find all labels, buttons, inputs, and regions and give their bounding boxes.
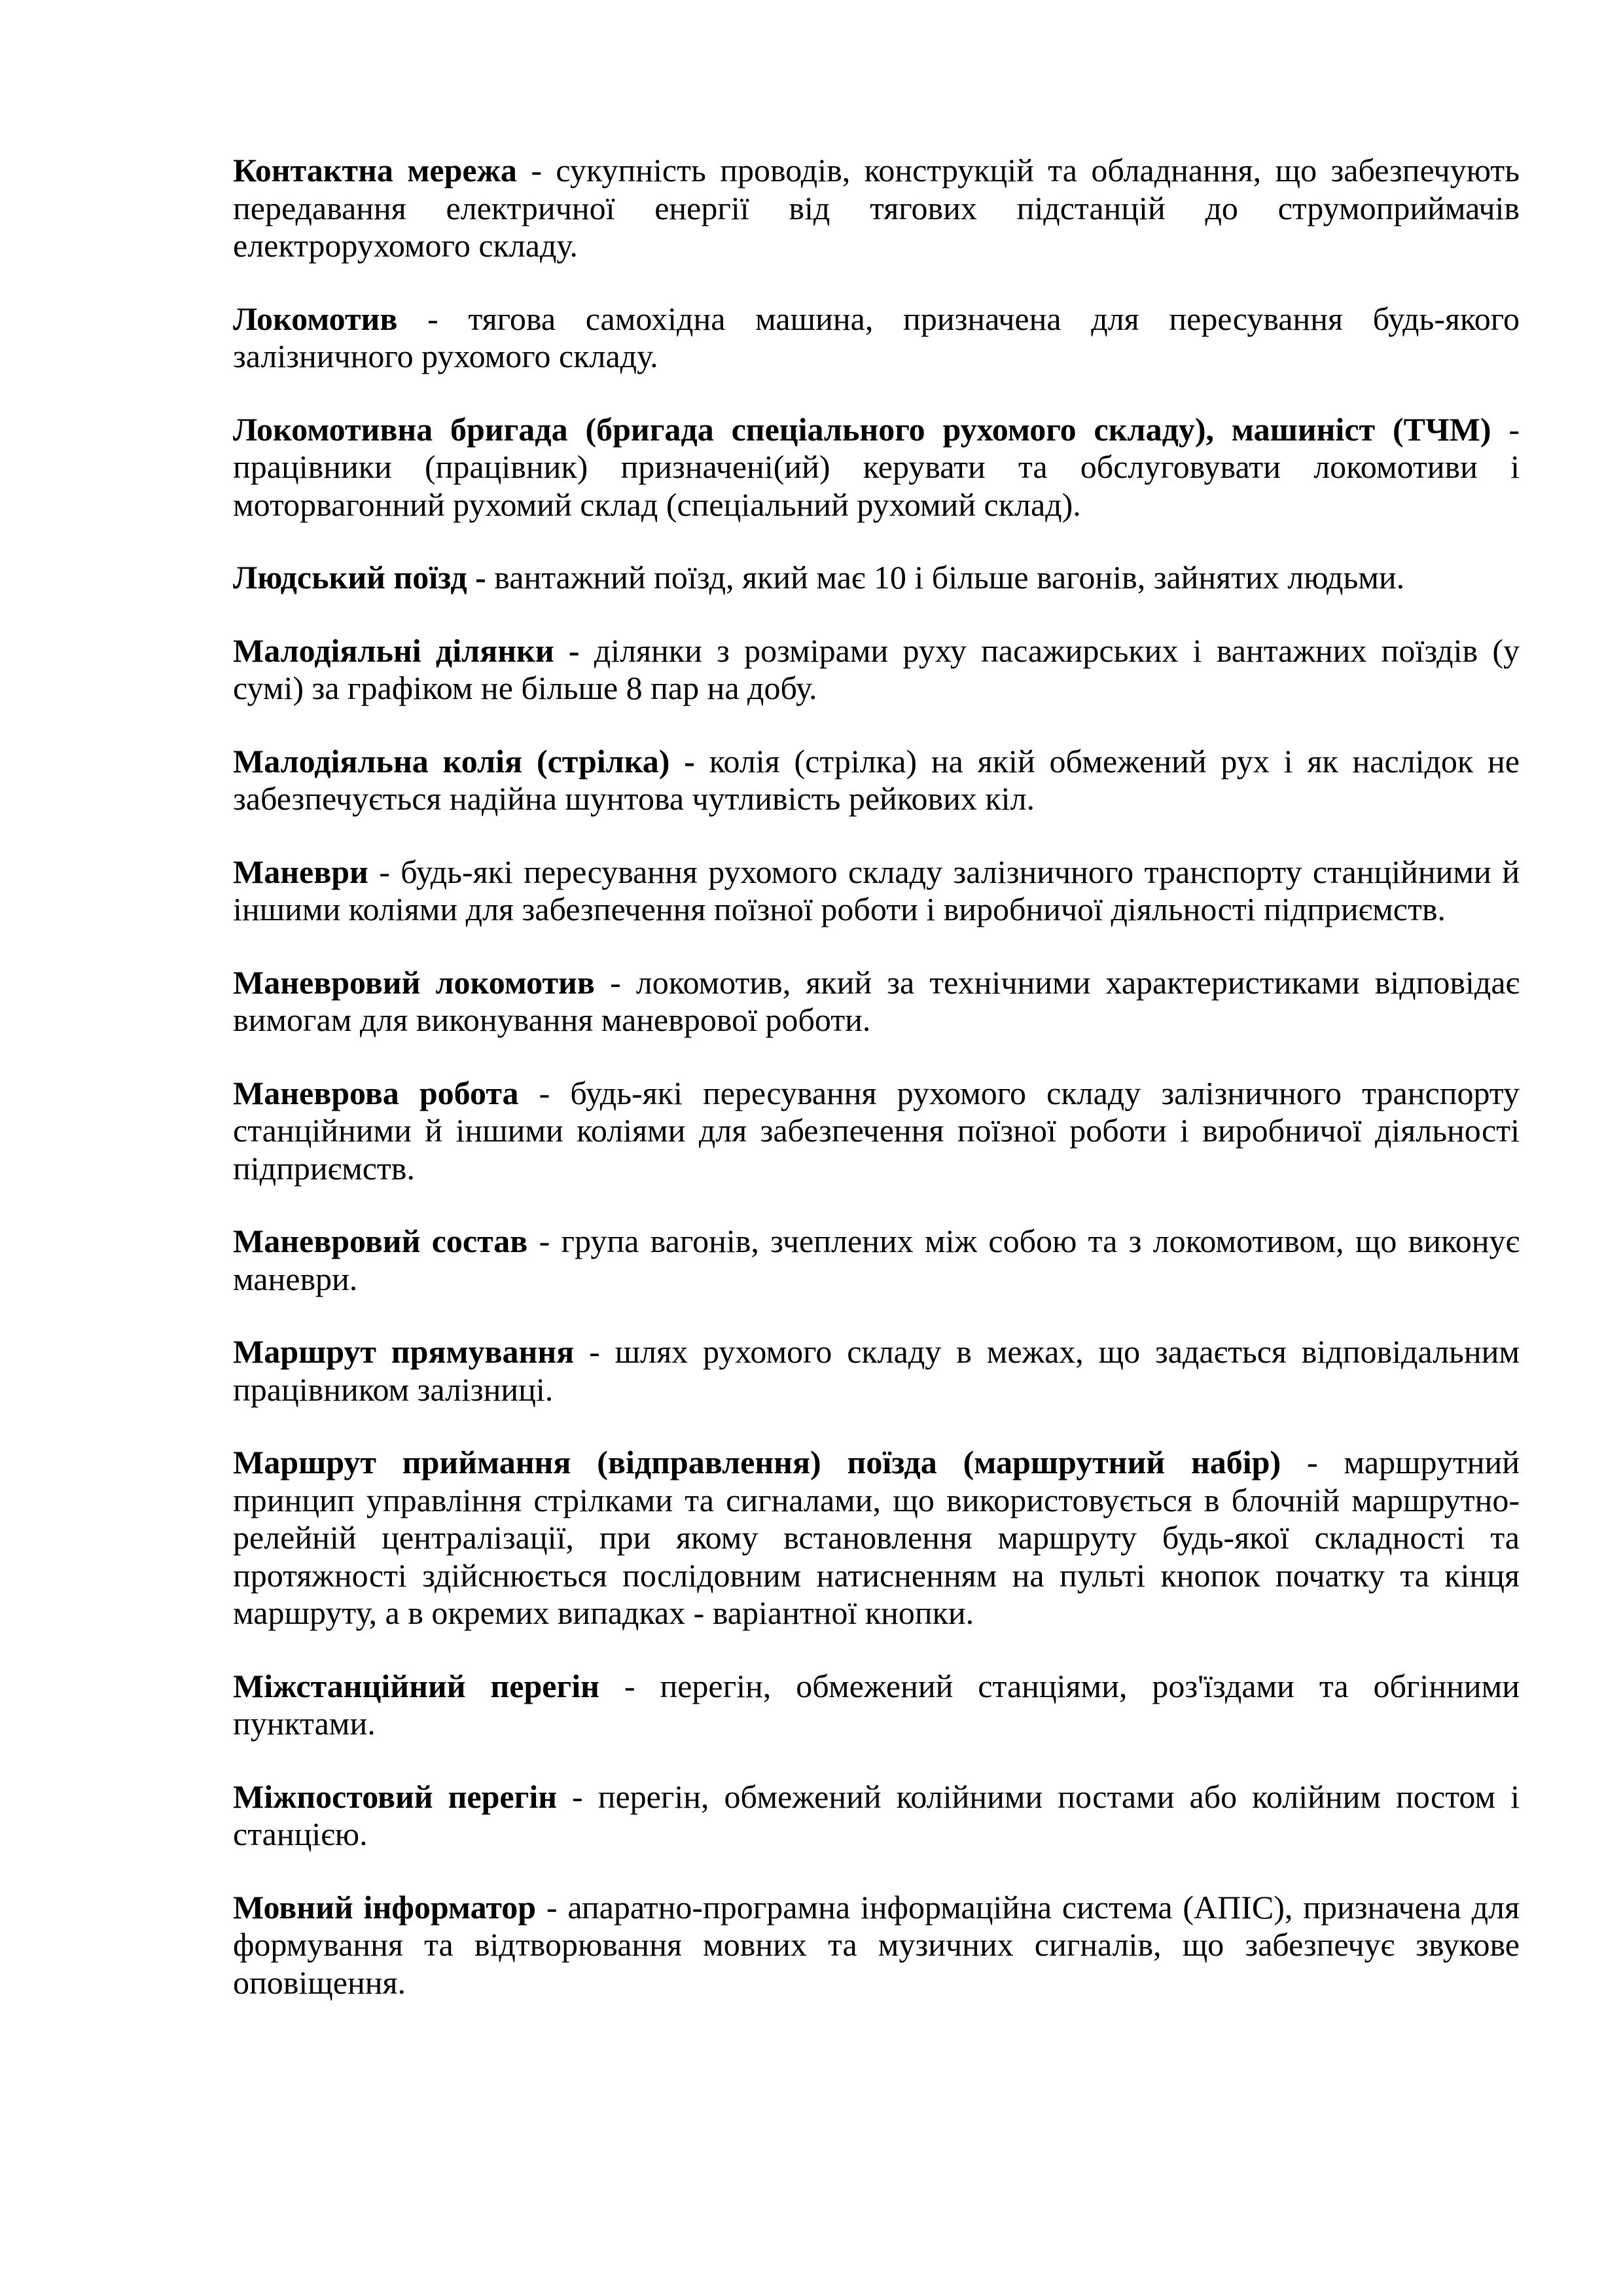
glossary-entry <box>233 853 1520 929</box>
entry-definition: - апаратно-програмна інформаційна система (АПІС), призначена для формування та відтворювання мовних та музичних сигналів, що забезпечує звукове оповіщення. <box>233 1888 1520 2001</box>
entry-term: Малодіяльні ділянки - <box>233 632 580 669</box>
glossary-entry <box>233 1778 1520 1854</box>
entry-definition: - сукупність проводів, конструкцій та обладнання, що забезпечують передавання електричної енергії від тягових підстанцій до струмоприймачів електрорухомого складу. <box>233 152 1520 264</box>
glossary-entry <box>233 411 1520 524</box>
entry-definition: - маршрутний принцип управління стрілками та сигналами, що використовується в блочній маршрутно-релейній централізації, при якому встановлення маршруту будь-якої складності та протяжності здійснюється послідовним натисненням на пульті кнопок початку та кінця маршруту, а в окремих випадках - варіантної кнопки. <box>233 1444 1520 1631</box>
entry-definition: - перегін, обмежений колійними постами або колійним постом і станцією. <box>233 1778 1520 1852</box>
entry-definition: - будь-які пересування рухомого складу залізничного транспорту станційними й іншими коліями для забезпечення поїзної роботи і виробничої діяльності підприємств. <box>233 853 1520 927</box>
glossary-entry <box>233 743 1520 818</box>
entry-definition: - шлях рухомого складу в межах, що задається відповідальним працівником залізниці. <box>233 1333 1520 1408</box>
entry-definition: - локомотив, який за технічними характеристиками відповідає вимогам для виконування маневрової роботи. <box>233 963 1520 1038</box>
entry-term: Мовний інформатор <box>233 1888 537 1926</box>
glossary-entry <box>233 1223 1520 1298</box>
entry-definition: - група вагонів, зчеплених між собою та з локомотивом, що виконує маневри. <box>233 1223 1520 1297</box>
entry-term: Локомотив <box>233 300 398 337</box>
entry-term: Людський поїзд - <box>233 559 486 596</box>
entry-definition: - працівники (працівник) призначені(ий) керувати та обслуговувати локомотиви і моторвагонний рухомий склад (спеціальний рухомий склад). <box>233 410 1520 523</box>
glossary-entry <box>233 1333 1520 1408</box>
glossary-entry <box>233 964 1520 1039</box>
entry-term: Маневровий состав <box>233 1223 528 1259</box>
glossary-entry <box>233 1075 1520 1188</box>
entry-term: Контактна мережа <box>233 152 517 188</box>
entry-term: Міжпостовий перегін <box>233 1778 558 1815</box>
glossary-entry <box>233 300 1520 376</box>
entry-definition: ділянки з розмірами руху пасажирських і вантажних поїздів (у сумі) за графіком не більше 8 пар на добу. <box>233 632 1520 706</box>
glossary-page <box>233 152 1520 2037</box>
entry-definition: - будь-які пересування рухомого складу залізничного транспорту станційними й іншими коліями для забезпечення поїзної роботи і виробничої діяльності підприємств. <box>233 1074 1520 1187</box>
entry-definition: - тягова самохідна машина, призначена для пересування будь-якого залізничного рухомого складу. <box>233 300 1520 374</box>
entry-definition: вантажний поїзд, який має 10 і більше вагонів, зайнятих людьми. <box>486 559 1405 596</box>
entry-definition: колія (стрілка) на якій обмежений рух і як наслідок не забезпечується надійна шунтова чутливість рейкових кіл. <box>233 742 1520 817</box>
entry-term: Малодіяльна колія (стрілка) - <box>233 742 695 780</box>
entry-term: Маршрут приймання (відправлення) поїзда (маршрутний набір) <box>233 1444 1281 1480</box>
glossary-entry <box>233 632 1520 708</box>
entry-term: Маневрова робота <box>233 1074 519 1111</box>
entry-term: Маневри <box>233 853 368 890</box>
glossary-entry <box>233 152 1520 265</box>
entry-definition: - перегін, обмежений станціями, роз'їздами та обгінними пунктами. <box>233 1667 1520 1742</box>
entry-term: Локомотивна бригада (бригада спеціального рухомого складу), машиніст (ТЧМ) <box>233 410 1491 448</box>
entry-term: Міжстанційний перегін <box>233 1667 599 1704</box>
glossary-entry <box>233 559 1520 597</box>
glossary-entry <box>233 1668 1520 1743</box>
entry-term: Маневровий локомотив <box>233 963 595 1001</box>
glossary-entry <box>233 1889 1520 2002</box>
entry-term: Маршрут прямування <box>233 1333 575 1370</box>
glossary-entry <box>233 1444 1520 1632</box>
